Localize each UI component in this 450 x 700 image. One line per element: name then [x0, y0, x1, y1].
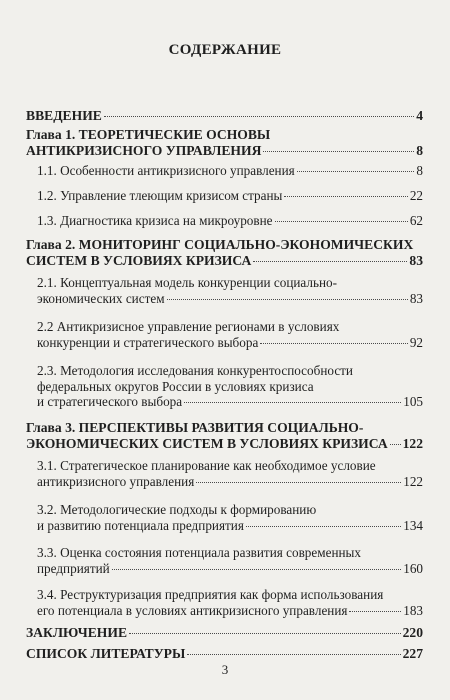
toc-chapter-entry — [26, 127, 423, 158]
dot-leader — [253, 261, 407, 262]
toc-section-entry — [37, 163, 423, 179]
toc-section-entry — [37, 188, 423, 204]
toc-entry-text: 1.2. Управление тлеющим кризисом страны — [37, 188, 283, 203]
toc-entry-line — [26, 143, 423, 159]
toc-entry-line: Глава 3. ПЕРСПЕКТИВЫ РАЗВИТИЯ СОЦИАЛЬНО- — [26, 420, 364, 435]
toc-entry-line — [37, 163, 423, 179]
toc-entry-line — [37, 603, 423, 619]
toc-entry-text: предприятий — [37, 560, 110, 576]
dot-leader — [275, 221, 408, 222]
toc-entry-text: и развитию потенциала предприятия — [37, 517, 244, 533]
toc-entry-text: ЭКОНОМИЧЕСКИХ СИСТЕМ В УСЛОВИЯХ КРИЗИСА — [26, 435, 388, 451]
page-title: СОДЕРЖАНИЕ — [168, 42, 282, 58]
toc-entry-text: его потенциала в условиях антикризисного управления — [37, 602, 348, 618]
toc-section-entry — [37, 458, 423, 489]
page-number: 3 — [221, 662, 229, 677]
toc-entry-text: антикризисного управления — [37, 473, 195, 489]
toc-entry-line — [37, 518, 423, 534]
toc-entry-line — [26, 436, 423, 452]
dot-leader — [167, 299, 408, 300]
toc-entry-text: ЗАКЛЮЧЕНИЕ — [26, 625, 128, 640]
toc-entry-line: 2.1. Концептуальная модель конкуренции социально- — [37, 275, 338, 290]
toc-entry-line — [37, 213, 423, 229]
toc-chapter-entry — [26, 646, 423, 662]
toc-entry-text: ВВЕДЕНИЕ — [26, 108, 102, 123]
toc-page-number: 183 — [403, 602, 423, 618]
dot-leader — [196, 482, 401, 483]
toc-chapter-entry — [26, 108, 423, 124]
dot-leader — [112, 569, 402, 570]
toc-entry-line: 3.1. Стратегическое планирование как необходимое условие — [37, 458, 376, 473]
dot-leader — [263, 151, 414, 152]
toc-page-number: 83 — [409, 290, 423, 306]
toc-section-entry — [37, 587, 423, 618]
toc-section-entry — [37, 363, 423, 410]
dot-leader — [390, 444, 401, 445]
toc-entry-text: и стратегического выбора — [37, 394, 183, 410]
toc-page-number: 122 — [403, 473, 423, 489]
toc-page-number: 62 — [409, 213, 423, 228]
dot-leader — [184, 402, 401, 403]
toc-entry-line — [37, 474, 423, 490]
toc-chapter-entry — [26, 420, 423, 451]
toc-page-number: 4 — [416, 108, 423, 123]
toc-entry-line: 2.2 Антикризисное управление регионами в условиях — [37, 319, 340, 334]
dot-leader — [260, 343, 408, 344]
toc-entry-text: АНТИКРИЗИСНОГО УПРАВЛЕНИЯ — [26, 142, 262, 158]
dot-leader — [246, 526, 401, 527]
toc-section-entry — [37, 319, 423, 350]
toc-entry-line: 2.3. Методология исследования конкурентоспособности — [37, 363, 353, 378]
toc-page-number: 8 — [416, 163, 423, 178]
toc-section-entry — [37, 275, 423, 306]
toc-section-entry — [37, 502, 423, 533]
toc-page-number: 227 — [402, 646, 423, 661]
toc-page-number: 22 — [409, 188, 423, 203]
toc-entry-line: Глава 1. ТЕОРЕТИЧЕСКИЕ ОСНОВЫ — [26, 127, 271, 142]
toc-page-number: 92 — [409, 334, 423, 350]
toc-entry-line — [26, 646, 423, 662]
toc-entry-line — [26, 253, 423, 269]
toc-entry-line: 3.4. Реструктуризация предприятия как форма использования — [37, 587, 384, 602]
toc-entry-line: федеральных округов России в условиях кризиса — [37, 378, 314, 394]
dot-leader — [284, 196, 407, 197]
dot-leader — [349, 611, 401, 612]
toc-entry-line — [37, 561, 423, 577]
toc-entry-line: 3.2. Методологические подходы к формированию — [37, 502, 317, 517]
toc-entry-line — [37, 394, 423, 410]
toc-page-number: 8 — [416, 142, 423, 158]
dot-leader — [297, 171, 415, 172]
toc-entry-line: Глава 2. МОНИТОРИНГ СОЦИАЛЬНО-ЭКОНОМИЧЕСКИХ — [26, 237, 414, 252]
toc-entry-line: 3.3. Оценка состояния потенциала развития современных — [37, 545, 362, 560]
toc-page-number: 122 — [402, 435, 423, 451]
toc-section-entry — [37, 545, 423, 576]
toc-entry-line — [37, 291, 423, 307]
toc-page-number: 83 — [409, 252, 423, 268]
dot-leader — [104, 116, 414, 117]
toc-chapter-entry — [26, 237, 423, 268]
toc-page-number: 220 — [402, 625, 423, 640]
toc-page-number: 134 — [403, 517, 423, 533]
dot-leader — [187, 654, 400, 655]
toc-entry-text: 1.1. Особенности антикризисного управления — [37, 163, 295, 178]
toc-section-entry — [37, 213, 423, 229]
toc-entry-line — [26, 625, 423, 641]
toc-entry-text: конкуренции и стратегического выбора — [37, 334, 259, 350]
toc-entry-text: 1.3. Диагностика кризиса на микроуровне — [37, 213, 273, 228]
toc-entry-text: СПИСОК ЛИТЕРАТУРЫ — [26, 646, 186, 661]
toc-entry-line — [26, 108, 423, 124]
toc-chapter-entry — [26, 625, 423, 641]
toc-entry-line — [37, 188, 423, 204]
toc-page-number: 160 — [403, 560, 423, 576]
toc-entry-line — [37, 335, 423, 351]
toc-page-number: 105 — [403, 394, 423, 410]
toc-entry-text: экономических систем — [37, 290, 165, 306]
dot-leader — [129, 633, 401, 634]
toc-entry-text: СИСТЕМ В УСЛОВИЯХ КРИЗИСА — [26, 252, 252, 268]
